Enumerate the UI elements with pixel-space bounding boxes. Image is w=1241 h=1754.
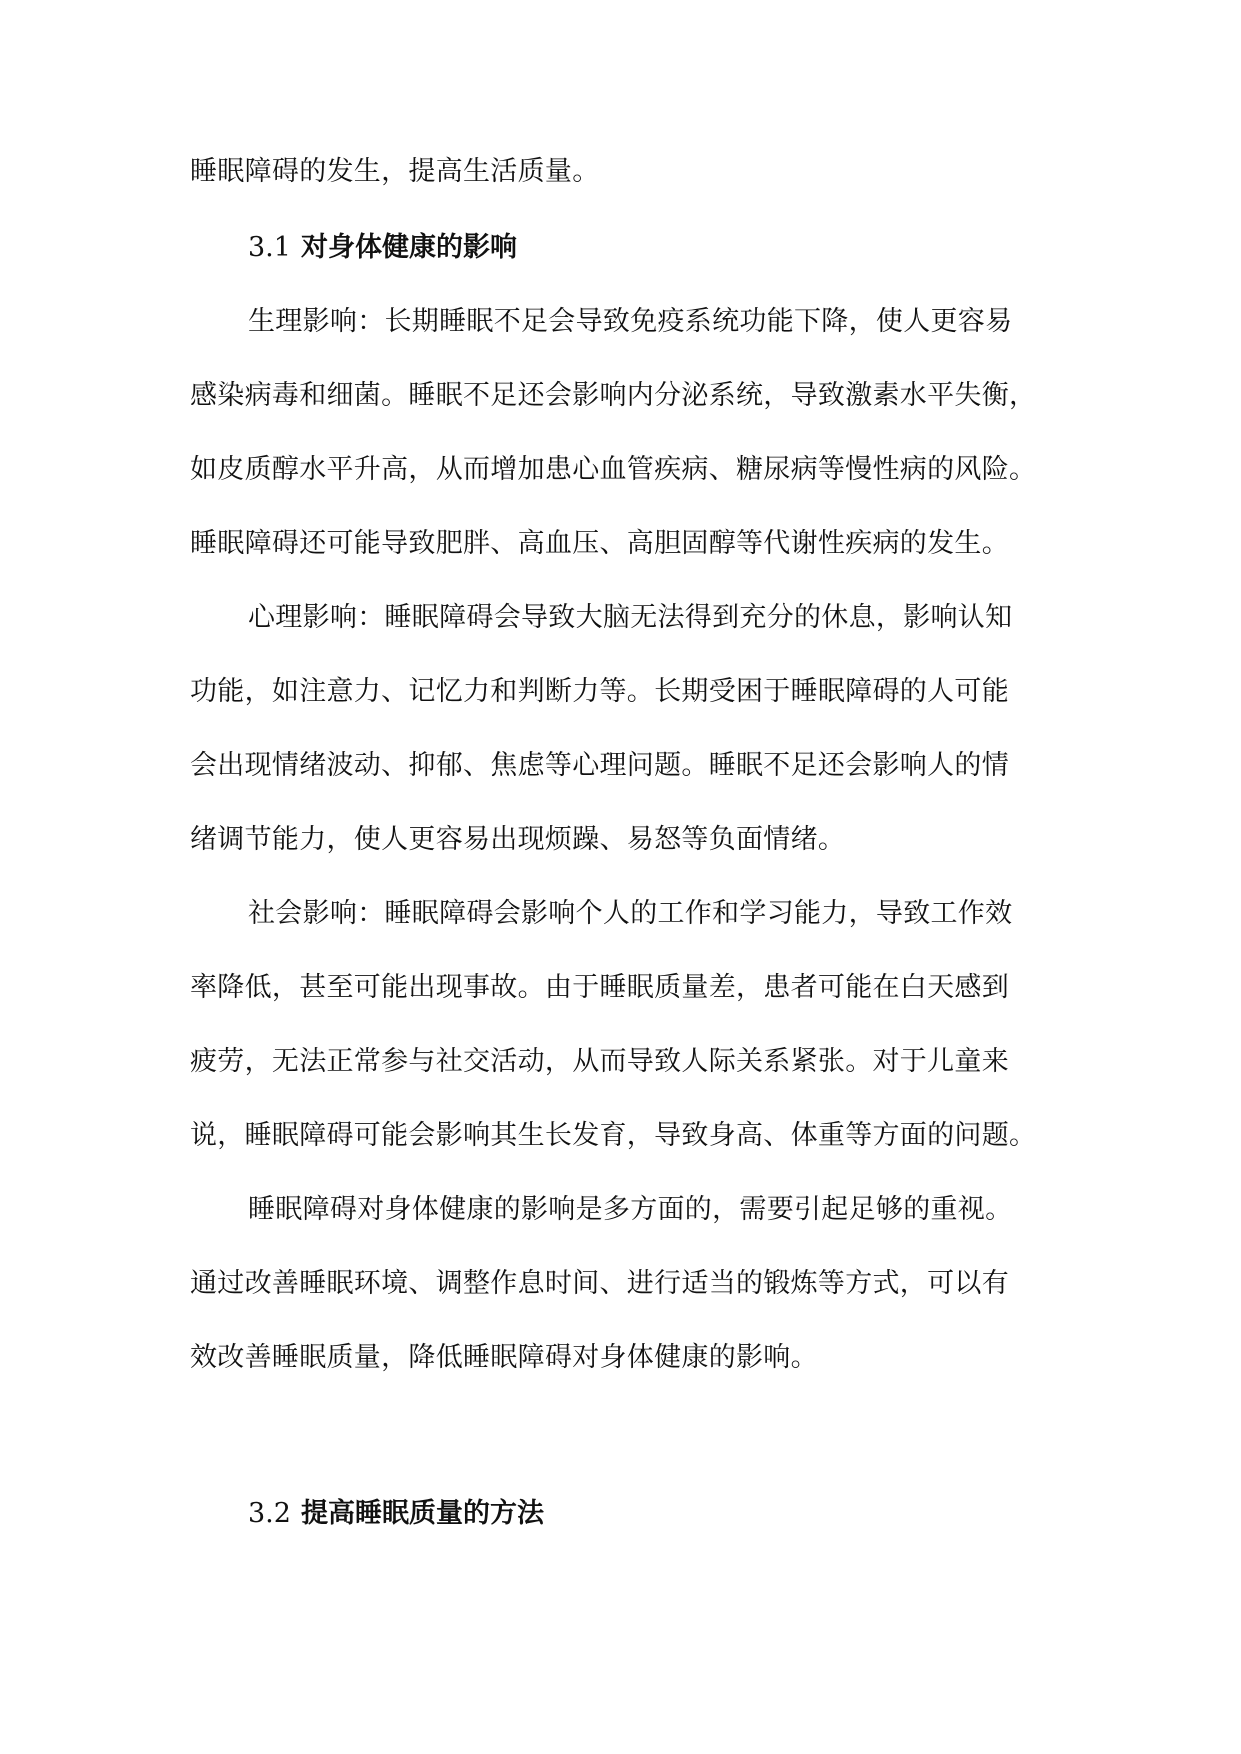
section-heading-3-2 <box>248 1494 544 1534</box>
paragraph-line: 绪调节能力，使人更容易出现烦躁、易怒等负面情绪。 <box>190 824 846 855</box>
section-number: 3.2 <box>248 1498 291 1529</box>
paragraph-line: 睡眠障碍对身体健康的影响是多方面的，需要引起足够的重视。 <box>248 1194 1013 1225</box>
paragraph-line: 生理影响：长期睡眠不足会导致免疫系统功能下降，使人更容易 <box>248 306 1013 337</box>
section-heading-3-1 <box>248 228 517 268</box>
paragraph-line: 效改善睡眠质量，降低睡眠障碍对身体健康的影响。 <box>190 1342 818 1373</box>
paragraph-line: 社会影响：睡眠障碍会影响个人的工作和学习能力，导致工作效 <box>248 898 1013 929</box>
intro-text-line: 睡眠障碍的发生，提高生活质量。 <box>190 156 600 187</box>
paragraph-line: 说，睡眠障碍可能会影响其生长发育，导致身高、体重等方面的问题。 <box>190 1120 1037 1151</box>
paragraph-line: 如皮质醇水平升高，从而增加患心血管疾病、糖尿病等慢性病的风险。 <box>190 454 1037 485</box>
paragraph-line: 疲劳，无法正常参与社交活动，从而导致人际关系紧张。对于儿童来 <box>190 1046 1009 1077</box>
paragraph-line: 会出现情绪波动、抑郁、焦虑等心理问题。睡眠不足还会影响人的情 <box>190 750 1009 781</box>
section-number: 3.1 <box>248 232 291 263</box>
section-title: 提高睡眠质量的方法 <box>300 1498 544 1529</box>
paragraph-line: 睡眠障碍还可能导致肥胖、高血压、高胆固醇等代谢性疾病的发生。 <box>190 528 1009 559</box>
paragraph-line: 心理影响：睡眠障碍会导致大脑无法得到充分的休息，影响认知 <box>248 602 1013 633</box>
paragraph-line: 感染病毒和细菌。睡眠不足还会影响内分泌系统，导致激素水平失衡， <box>190 380 1037 411</box>
paragraph-line: 率降低，甚至可能出现事故。由于睡眠质量差，患者可能在白天感到 <box>190 972 1009 1003</box>
paragraph-line: 通过改善睡眠环境、调整作息时间、进行适当的锻炼等方式，可以有 <box>190 1268 1009 1299</box>
section-title: 对身体健康的影响 <box>300 232 517 263</box>
paragraph-line: 功能，如注意力、记忆力和判断力等。长期受困于睡眠障碍的人可能 <box>190 676 1009 707</box>
